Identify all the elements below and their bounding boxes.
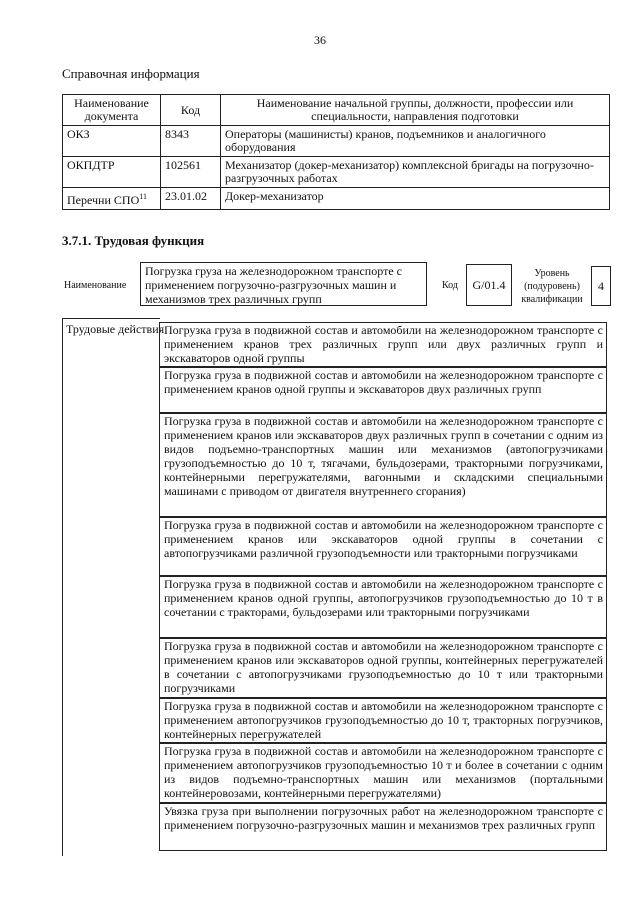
table-row bbox=[63, 188, 610, 210]
code-label: Код bbox=[442, 280, 458, 291]
labor-action-item: Погрузка груза в подвижной состав и автомобили на железнодорожном транспорте с применением кранов трех различных групп или двух различных групп и экскаваторов одной группы bbox=[159, 322, 607, 367]
reference-header-row bbox=[63, 95, 610, 126]
labor-action-item: Погрузка груза в подвижной состав и автомобили на железнодорожном транспорте с применением кранов одной группы и экскаваторов двух различных групп bbox=[159, 367, 607, 413]
cell-name: Механизатор (докер-механизатор) комплексной бригады на погрузочно-разгрузочных работах bbox=[221, 157, 610, 188]
cell-code: 23.01.02 bbox=[161, 188, 221, 210]
table-row bbox=[63, 126, 610, 157]
labor-action-item: Погрузка груза в подвижной состав и автомобили на железнодорожном транспорте с применением кранов одной группы, автопогрузчиков грузоподъемностью до 10 т в сочетании с тракторами, бульдозерами или тракторными погрузчиками bbox=[159, 576, 607, 638]
function-name-value: Погрузка груза на железнодорожном транспорте с применением погрузочно-разгрузочных машин и механизмов трех различных групп bbox=[140, 262, 427, 306]
qualification-level-value: 4 bbox=[591, 266, 611, 306]
table-row bbox=[63, 157, 610, 188]
footnote-marker: 11 bbox=[139, 192, 147, 201]
header-code: Код bbox=[161, 95, 221, 126]
header-document: Наименование документа bbox=[63, 95, 161, 126]
cell-code: 8343 bbox=[161, 126, 221, 157]
qualification-level-label: Уровень (подуровень) квалификации bbox=[521, 268, 583, 305]
labor-action-item: Погрузка груза в подвижной состав и автомобили на железнодорожном транспорте с применением автопогрузчиков грузоподъемностью 10 т и более в сочетании с одним из видов подъемно-транспортных машин или механизмов (портальными контейнеровозами, контейнерными перегружателями) bbox=[159, 743, 607, 803]
reference-title: Справочная информация bbox=[62, 66, 200, 81]
cell-name: Докер-механизатор bbox=[221, 188, 610, 210]
header-name: Наименование начальной группы, должности, профессии или специальности, направления подготовки bbox=[221, 95, 610, 126]
cell-document-text: Перечни СПО bbox=[67, 193, 140, 207]
cell-document bbox=[63, 188, 161, 210]
page-number: 36 bbox=[314, 33, 326, 47]
code-value: G/01.4 bbox=[466, 264, 512, 306]
cell-name: Операторы (машинисты) кранов, подъемников и аналогичного оборудования bbox=[221, 126, 610, 157]
labor-actions-label: Трудовые действия bbox=[66, 322, 165, 336]
function-name-label: Наименование bbox=[64, 280, 127, 291]
labor-action-item: Погрузка груза в подвижной состав и автомобили на железнодорожном транспорте с применением кранов или экскаваторов двух различных групп в сочетании с одним из видов подъемно-транспортных машин или механизмов (автопогрузчиками грузоподъемностью до 10 т, тягачами, бульдозерами, тракторными погрузчиками, контейнерными перегружателями, вагонными и складскими специальными машинами с приводом от двигателя внутреннего сгорания) bbox=[159, 413, 607, 517]
cell-document: ОКЗ bbox=[63, 126, 161, 157]
labor-action-item: Погрузка груза в подвижной состав и автомобили на железнодорожном транспорте с применением кранов или экскаваторов одной группы в сочетании с автопогрузчиками различной грузоподъемности или тракторными погрузчиками bbox=[159, 517, 607, 576]
cell-code: 102561 bbox=[161, 157, 221, 188]
table-border-top bbox=[62, 318, 160, 319]
labor-action-item: Погрузка груза в подвижной состав и автомобили на железнодорожном транспорте с применением автопогрузчиков грузоподъемностью до 10 т, тракторных погрузчиков, контейнерных перегружателей bbox=[159, 698, 607, 743]
cell-document: ОКПДТР bbox=[63, 157, 161, 188]
section-heading: 3.7.1. Трудовая функция bbox=[62, 233, 205, 248]
reference-table bbox=[62, 94, 610, 210]
labor-action-item: Увязка груза при выполнении погрузочных работ на железнодорожном транспорте с применением погрузочно-разгрузочных машин и механизмов трех различных групп bbox=[159, 803, 607, 851]
table-border-left bbox=[62, 318, 63, 856]
labor-action-item: Погрузка груза в подвижной состав и автомобили на железнодорожном транспорте с применением кранов или экскаваторов одной группы, контейнерных перегружателей в сочетании с автопогрузчиками грузоподъемностью до 10 т или тракторными погрузчиками bbox=[159, 638, 607, 698]
